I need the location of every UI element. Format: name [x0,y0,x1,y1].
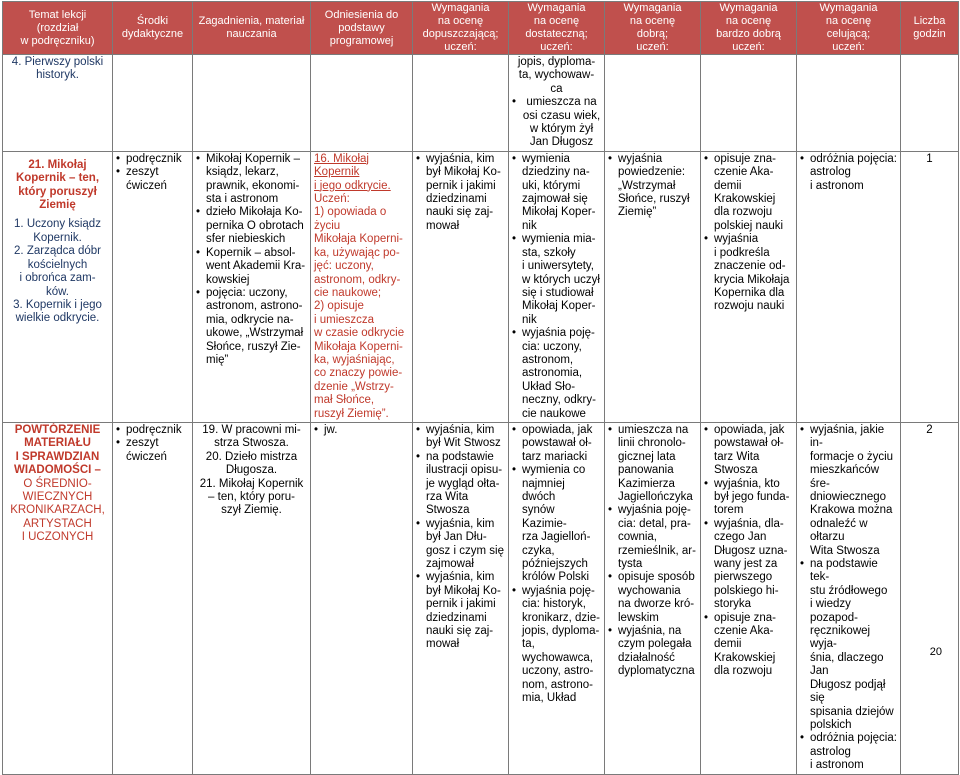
list-item: • na podstawie tek- stu źródłowego i wiedzy pozapod- ręcznikowej wyja- śnia, dlaczego Jan Długosz podjął się spisania dziejów polskich [800,558,897,732]
list-item: • opisuje sposób wychowania na dworze kró- lewskim [608,571,697,625]
list-item: • dzieło Mikołaja Ko- pernika O obrotach sfer niebieskich [196,206,307,246]
list-item: • odróżnia pojęcia: astrolog i astronom [800,153,897,193]
grade-dostateczna-cell [509,151,605,422]
grade-bardzo-dobra-cell [701,151,797,422]
table-row [3,151,959,422]
content-cell: 19. W pracowni mi- strza Stwosza. 20. Dzieło mistrza Długosza. 21. Mikołaj Kopernik – ten, który poru- szył Ziemię. [193,422,311,774]
list-item: • wyjaśnia, dla- czego Jan Długosz uzna- wany jest za pierwszego polskiego hi- storyka [704,518,793,612]
table-row [3,422,959,774]
list-item: • umieszcza na osi czasu wiek, w którym żył Jan Długosz [512,96,601,150]
header-row [3,2,959,55]
table-row [3,55,959,152]
list-item: • wymienia co najmniej dwóch synów Kazimie- rza Jagielloń- czyka, późniejszych królów Polski [512,464,601,585]
grade-dostateczna-cell: jopis, dyploma- ta, wychowaw- ca • umieszcza na osi czasu wiek, w którym żył Jan Długosz [509,55,605,152]
list-item: • wyjaśnia, kim był Mikołaj Ko- pernik i jakimi dziedzinami nauki się zaj- mował [416,153,505,233]
topic-cell: 21. Mikołaj Kopernik – ten, który poruszył Ziemię 1. Uczony ksiądz Kopernik. 2. Zarządca dóbr kościelnych i obrońca zam- ków. 3. Kopernik i jego wielkie odkrycie. [3,151,113,422]
means-cell [113,151,193,422]
list-item: • wyjaśnia poję- cia: historyk, kronikarz, dzie- jopis, dyploma- ta, wychowawca, uczony, astro- nom, astrono- mia, Układ [512,585,601,706]
core-reference-cell [311,422,413,774]
list-item: • wyjaśnia, jakie in- formacje o życiu mieszkańców śre- dniowiecznego Krakowa można odnaleźć w ołtarzu Wita Stwosza [800,424,897,558]
lesson-plan-table [2,1,959,775]
list-item: • opowiada, jak powstawał oł- tarz Wita Stwosza [704,424,793,478]
header-hours: Liczba godzin [901,2,959,55]
list-item: • wymienia dziedziny na- uki, którymi zajmował się Mikołaj Koper- nik [512,153,601,233]
list-item: • podręcznik [116,153,189,166]
list-item: • zeszyt ćwiczeń [116,166,189,193]
hours-cell: 2 [901,422,959,774]
topic-cell: POWTÓRZENIE MATERIAŁU I SPRAWDZIAN WIADOMOŚCI – O ŚREDNIO- WIECZNYCH KRONIKARZACH, ARTYSTACH I UCZONYCH [3,422,113,774]
header-means: Środki dydaktyczne [113,2,193,55]
list-item: • opisuje zna- czenie Aka- demii Krakowskiej dla rozwoju polskiej nauki [704,153,793,233]
list-item: • opowiada, jak powstawał oł- tarz mariacki [512,424,601,464]
grade-celujaca-cell [797,151,901,422]
list-item: • wymienia mia- sta, szkoły i uniwersytety, w których uczył się i studiował Mikołaj Koper- nik [512,233,601,327]
grade-dopuszczajaca-cell [413,151,509,422]
list-item: • wyjaśnia, kim był Jan Dłu- gosz i czym się zajmował [416,518,505,572]
list-item: • odróżnia pojęcia: astrolog i astronom [800,732,897,772]
header-topic: Temat lekcji (rozdział w podręczniku) [3,2,113,55]
list-item: • wyjaśnia poję- cia: detal, pra- cownia, rzemieślnik, ar- tysta [608,504,697,571]
means-cell [113,422,193,774]
header-grade-bardzo-dobra: Wymagania na ocenę bardzo dobrą uczeń: [701,2,797,55]
grade-dobra-cell [605,422,701,774]
grade-dobra-cell [605,151,701,422]
list-item: • wyjaśnia, kim był Wit Stwosz [416,424,505,451]
list-item: • wyjaśnia i podkreśla znaczenie od- krycia Mikołaja Kopernika dla rozwoju nauki [704,233,793,313]
list-item: • zeszyt ćwiczeń [116,437,189,464]
list-item: • wyjaśnia poję- cia: uczony, astronom, astronomia, Układ Sło- neczny, odkry- cie naukowe [512,327,601,421]
grade-celujaca-cell [797,422,901,774]
header-grade-dobra: Wymagania na ocenę dobrą; uczeń: [605,2,701,55]
list-item: • wyjaśnia powiedzenie: „Wstrzymał Słońce, ruszył Ziemię” [608,153,697,220]
topic-cell: 4. Pierwszy polski historyk. [3,55,113,152]
content-cell [193,151,311,422]
list-item: • Kopernik – absol- went Akademii Kra- kowskiej [196,247,307,287]
hours-cell: 1 [901,151,959,422]
header-grade-dopuszczajaca: Wymagania na ocenę dopuszczającą; uczeń: [413,2,509,55]
grade-dopuszczajaca-cell [413,422,509,774]
grade-dostateczna-cell [509,422,605,774]
list-item: • wyjaśnia, kim był Mikołaj Ko- pernik i jakimi dziedzinami nauki się zaj- mował [416,571,505,651]
page-number: 20 [929,646,942,658]
lesson-title: POWTÓRZENIE MATERIAŁU I SPRAWDZIAN WIADOMOŚCI – [14,423,101,477]
header-grade-dostateczna: Wymagania na ocenę dostateczną; uczeń: [509,2,605,55]
list-item: • podręcznik [116,424,189,437]
list-item: • wyjaśnia, kto był jego funda- torem [704,478,793,518]
lesson-title: 21. Mikołaj Kopernik – ten, który poruszył Ziemię [15,158,100,212]
list-item: • na podstawie ilustracji opisu- je wygląd ołta- rza Wita Stwosza [416,451,505,518]
list-item: • pojęcia: uczony, astronom, astrono- mia, odkrycie na- ukowe, „Wstrzymał Słońce, ruszył Zie- mię” [196,287,307,367]
core-reference-cell: 16. Mikołaj Kopernik i jego odkrycie. Uczeń: 1) opowiada o życiu Mikołaja Koperni- ka, używając po- jęć: uczony, astronom, odkry- cie naukowe; 2) opisuje i umieszcza w czasie odkrycie Mikołaja Koperni- ka, wyjaśniając, co znaczy powie- dzenie „Wstrzy- mał Słońce, ruszył Ziemię”. [311,151,413,422]
list-item: • umieszcza na linii chronolo- gicznej lata panowania Kazimierza Jagiellończyka [608,424,697,504]
list-item: • Mikołaj Kopernik – ksiądz, lekarz, prawnik, ekonomi- sta i astronom [196,153,307,207]
header-core-reference: Odniesienia do podstawy programowej [311,2,413,55]
list-item: • wyjaśnia, na czym polegała działalność dyplomatyczna [608,625,697,679]
header-grade-celujaca: Wymagania na ocenę celującą; uczeń: [797,2,901,55]
header-content: Zagadnienia, materiał nauczania [193,2,311,55]
list-item: • opisuje zna- czenie Aka- demii Krakowskiej dla rozwoju [704,612,793,679]
list-item: • jw. [314,424,409,437]
grade-bardzo-dobra-cell [701,422,797,774]
